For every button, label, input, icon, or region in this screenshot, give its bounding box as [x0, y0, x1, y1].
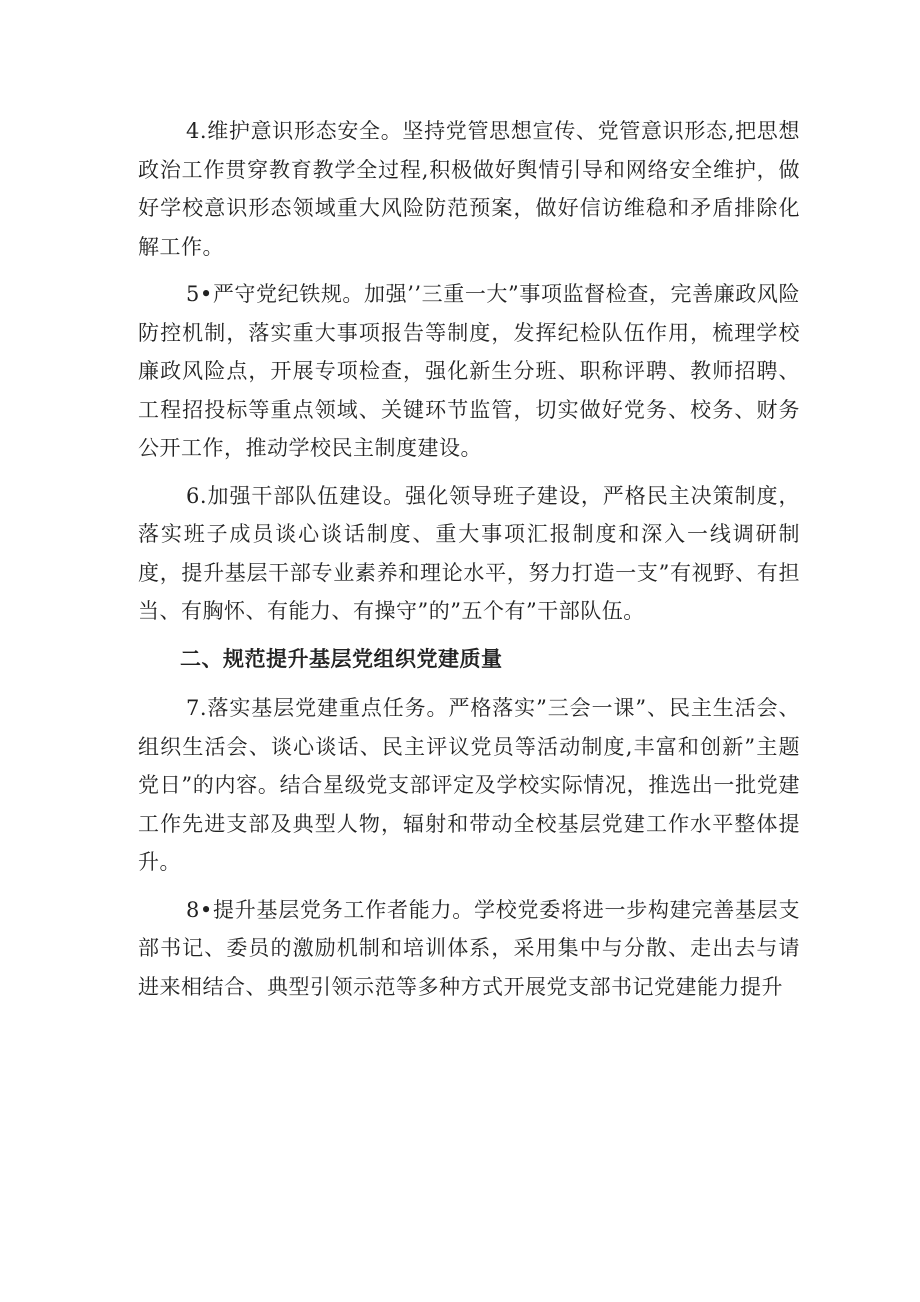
paragraph-item-7: 7.落实基层党建重点任务。严格落实”三会一课”、民主生活会、组织生活会、谈心谈话、民主评议党员等活动制度,丰富和创新”主题党日”的内容。结合星级党支部评定及学校实际情况，推选出一批党建工作先进支部及典型人物，辐射和带动全校基层党建工作水平整体提升。	[138, 696, 800, 874]
paragraph-item-6: 6.加强干部队伍建设。强化领导班子建设，严格民主决策制度，落实班子成员谈心谈话制度、重大事项汇报制度和深入一线调研制度，提升基层干部专业素养和理论水平，努力打造一支”有视野、有担当、有胸怀、有能力、有操守”的”五个有”干部队伍。	[138, 483, 800, 623]
paragraph-item-5: 5•严守党纪铁规。加强’’三重一大”事项监督检查，完善廉政风险防控机制，落实重大事项报告等制度，发挥纪检队伍作用，梳理学校廉政风险点，开展专项检查，强化新生分班、职称评聘、教师招聘、工程招投标等重点领域、关键环节监管，切实做好党务、校务、财务公开工作，推动学校民主制度建设。	[138, 282, 800, 460]
paragraph-item-4: 4.维护意识形态安全。坚持党管思想宣传、党管意识形态,把思想政治工作贯穿教育教学全过程,积极做好舆情引导和网络安全维护，做好学校意识形态领域重大风险防范预案，做好信访维稳和矛盾排除化解工作。	[138, 119, 800, 259]
paragraph-item-8: 8•提升基层党务工作者能力。学校党委将进一步构建完善基层支部书记、委员的激励机制和培训体系，采用集中与分散、走出去与请进来相结合、典型引领示范等多种方式开展党支部书记党建能力提升	[138, 897, 800, 999]
section-heading-2: 二、规范提升基层党组织党建质量	[180, 646, 503, 671]
document-body	[138, 112, 800, 1015]
